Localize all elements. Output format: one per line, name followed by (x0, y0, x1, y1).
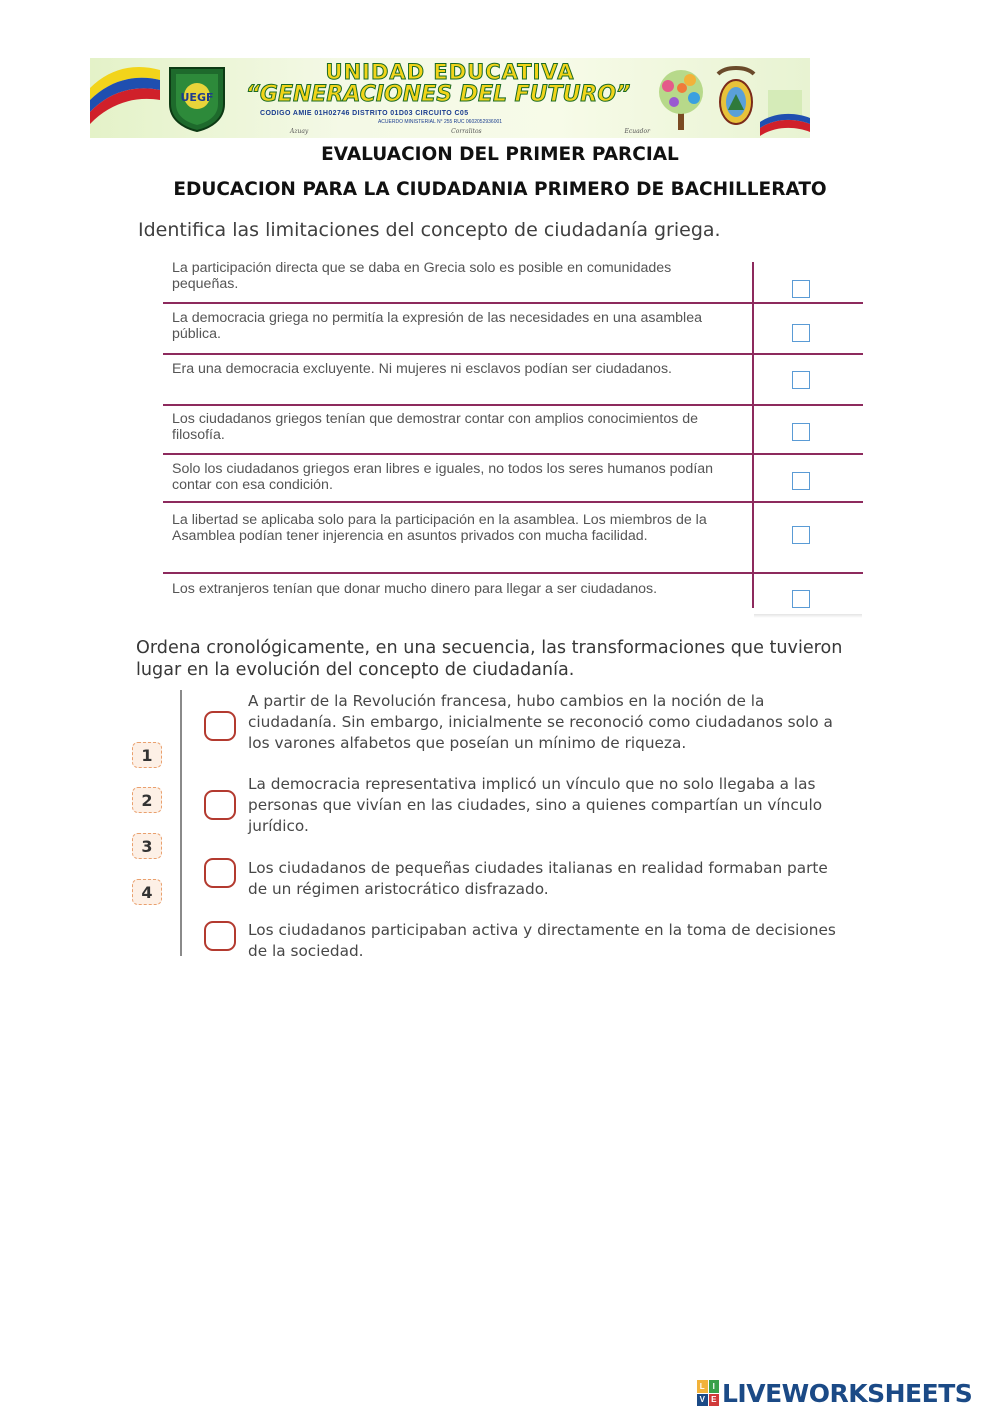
decorative-ribbon-icon (760, 88, 810, 138)
banner-places (290, 128, 650, 135)
row-checkbox[interactable] (792, 371, 810, 389)
order-drop-slot[interactable] (204, 858, 236, 888)
row-text: Los ciudadanos griegos tenían que demostrar contar con amplios conocimientos de filosofía. (172, 411, 699, 443)
row-checkbox[interactable] (792, 472, 810, 490)
banner-codes: CODIGO AMIE 01H02746 DISTRITO 01D03 CIRCUITO C05 (260, 110, 469, 117)
order-drop-slot[interactable] (204, 921, 236, 951)
table-row (163, 455, 863, 503)
limitations-table (163, 260, 863, 614)
page-title: EVALUACION DEL PRIMER PARCIAL (321, 144, 679, 165)
flag-ribbon-icon (90, 58, 175, 138)
table-divider (752, 262, 754, 608)
liveworksheets-logo (697, 1378, 972, 1408)
row-checkbox[interactable] (792, 423, 810, 441)
banner-line-1: UNIDAD EDUCATIVA (325, 60, 575, 84)
sequence-statement: Los ciudadanos participaban activa y directamente en la toma de decisiones de la sociedad. (248, 921, 836, 960)
row-checkbox[interactable] (792, 324, 810, 342)
tree-icon (650, 66, 712, 132)
row-text: Era una democracia excluyente. Ni mujeres ni esclavos podían ser ciudadanos. (172, 361, 672, 377)
sequence-statement: A partir de la Revolución francesa, hubo cambios en la noción de la ciudadanía. Sin embargo, inicialmente se reconoció como ciudadanos solo a los varones alfabetos que poseían un mínimo de riqueza. (248, 692, 833, 752)
badge-letter: I (709, 1380, 720, 1393)
order-drop-slot[interactable] (204, 790, 236, 820)
row-text: Los extranjeros tenían que donar mucho dinero para llegar a ser ciudadanos. (172, 581, 658, 597)
school-banner (90, 58, 810, 138)
section2-instruction: Ordena cronológicamente, en una secuencia, las transformaciones que tuvieron lugar en la evolución del concepto de ciudadanía. (136, 638, 843, 680)
banner-agreement: ACUERDO MINISTERIAL N° 255 RUC 0602052936001 (377, 119, 503, 125)
row-text: La democracia griega no permitía la expresión de las necesidades en una asamblea pública. (172, 310, 702, 342)
row-text: Solo los ciudadanos griegos eran libres e iguales, no todos los seres humanos podían contar con esa condición. (172, 461, 714, 493)
banner-place: Corralitos (451, 128, 482, 135)
liveworksheets-badge-icon (697, 1380, 719, 1406)
table-row (163, 355, 863, 406)
row-text: La libertad se aplicaba solo para la participación en la asamblea. Los miembros de la Asamblea podían tener injerencia en asuntos privados con mucha facilidad. (172, 512, 707, 544)
banner-line-2: “GENERACIONES DEL FUTURO” (245, 82, 631, 107)
table-row (163, 304, 863, 355)
row-checkbox[interactable] (792, 280, 810, 298)
sequence-statement: Los ciudadanos de pequeñas ciudades italianas en realidad formaban parte de un régimen aristocrático disfrazado. (248, 859, 828, 898)
row-text: La participación directa que se daba en Grecia solo es posible en comunidades pequeñas. (172, 260, 672, 292)
draggable-number[interactable]: 3 (132, 833, 162, 859)
row-checkbox[interactable] (792, 526, 810, 544)
row-checkbox[interactable] (792, 590, 810, 608)
table-row (163, 406, 863, 455)
badge-letter: L (697, 1380, 708, 1393)
badge-letter: E (709, 1394, 720, 1407)
order-drop-slot[interactable] (204, 711, 236, 741)
banner-place: Azuay (290, 128, 309, 135)
school-logo-icon (166, 64, 228, 132)
banner-place: Ecuador (624, 128, 650, 135)
draggable-number[interactable]: 4 (132, 879, 162, 905)
badge-letter: V (697, 1394, 708, 1407)
table-shadow (754, 614, 862, 618)
svg-text:UEGF: UEGF (180, 91, 214, 104)
table-row (163, 503, 863, 574)
table-row (163, 574, 863, 614)
sequence-statement: La democracia representativa implicó un vínculo que no solo llegaba a las personas que vivían en las ciudades, sino a quienes compartían un vínculo jurídico. (248, 775, 823, 835)
section1-instruction: Identifica las limitaciones del concepto de ciudadanía griega. (138, 219, 721, 241)
draggable-number[interactable]: 1 (132, 742, 162, 768)
draggable-number[interactable]: 2 (132, 787, 162, 813)
liveworksheets-wordmark: LIVEWORKSHEETS (722, 1378, 973, 1408)
national-coat-of-arms-icon (712, 64, 760, 132)
table-row (163, 260, 863, 304)
page-subtitle: EDUCACION PARA LA CIUDADANIA PRIMERO DE BACHILLERATO (173, 179, 827, 200)
sequence-separator (180, 690, 182, 956)
